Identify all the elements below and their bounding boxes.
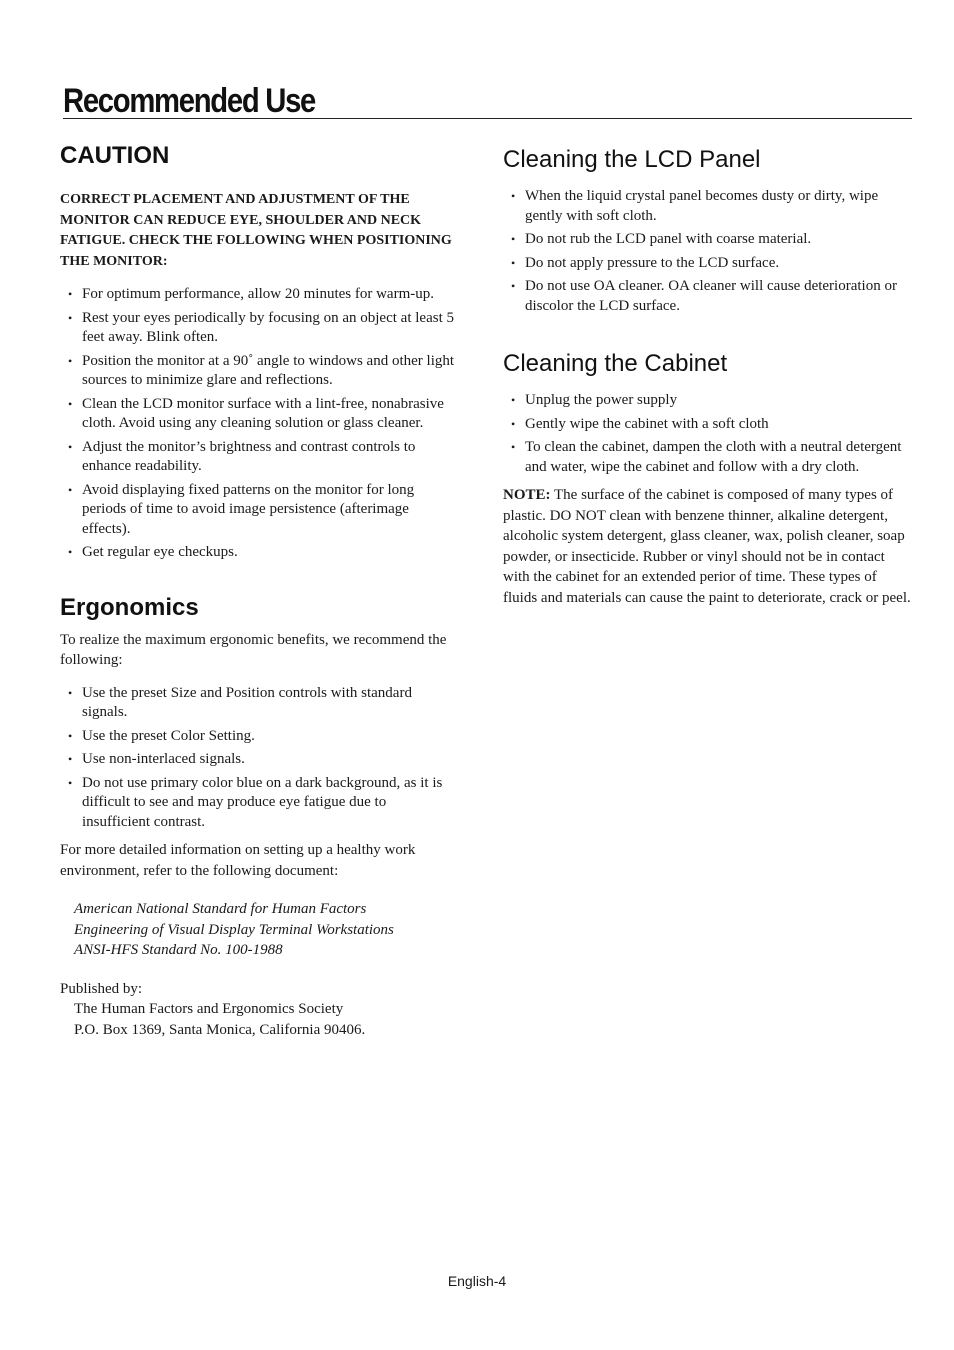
ergonomics-intro: To realize the maximum ergonomic benefits, we recommend the following: <box>60 631 447 668</box>
list-item: • Gently wipe the cabinet with a soft cloth <box>503 415 913 435</box>
bullet-icon: • <box>68 439 73 454</box>
list-item: • Unplug the power supply <box>503 391 913 411</box>
list-item: • Do not rub the LCD panel with coarse material. <box>503 230 913 250</box>
list-item: • Adjust the monitor’s brightness and contrast controls to enhance readability. <box>68 438 416 474</box>
ergonomics-list <box>60 684 455 833</box>
bullet-icon: • <box>511 255 516 270</box>
bullet-icon: • <box>68 775 73 790</box>
list-item: • Use the preset Color Setting. <box>60 727 455 747</box>
list-item: • Get regular eye checkups. <box>60 543 455 563</box>
list-item: • Position the monitor at a 90˚ angle to windows and other light sources to minimize glare and reflections. <box>68 352 455 388</box>
bullet-icon: • <box>68 353 73 368</box>
note-text: The surface of the cabinet is composed of many types of plastic. DO NOT clean with benzene thinner, alkaline detergent, alcoholic system detergent, glass cleaner, wax, polish cleaner, soap powder, or insecticide. Rubber or vinyl should not be in contact with the cabinet for an extended perior of time. These types of fluids and materials can cause the paint to deteriorate, crack or peel. <box>503 487 911 606</box>
lcd-panel-list <box>503 187 913 316</box>
list-item: • Clean the LCD monitor surface with a lint-free, nonabrasive cloth. Avoid using any cleaning solution or glass cleaner. <box>68 395 444 431</box>
list-item: • Use non-interlaced signals. <box>60 750 455 770</box>
cabinet-note <box>503 485 913 608</box>
bullet-icon: • <box>68 396 73 411</box>
caution-heading: CAUTION <box>60 142 170 169</box>
list-item: • When the liquid crystal panel becomes dusty or dirty, wipe gently with soft cloth. <box>511 188 879 224</box>
cabinet-heading: Cleaning the Cabinet <box>503 350 728 377</box>
bullet-icon: • <box>68 728 73 743</box>
bullet-icon: • <box>511 232 516 246</box>
bullet-icon: • <box>68 685 73 700</box>
bullet-icon: • <box>511 416 516 431</box>
list-item: • Do not use OA cleaner. OA cleaner will cause deterioration or discolor the LCD surface. <box>511 278 897 314</box>
page-footer: English-4 <box>447 1273 507 1289</box>
list-item: • Use the preset Size and Position controls with standard signals. <box>68 684 412 720</box>
publisher-address: The Human Factors and Ergonomics Society P.O. Box 1369, Santa Monica, California 90406. <box>74 1001 366 1038</box>
ergonomics-more-info: For more detailed information on setting up a healthy work environment, refer to the following document: <box>60 842 416 879</box>
lcd-panel-heading: Cleaning the LCD Panel <box>503 146 761 173</box>
bullet-icon: • <box>511 440 516 454</box>
published-by-label: Published by: <box>60 980 143 997</box>
note-label: NOTE: <box>503 487 551 503</box>
bullet-icon: • <box>68 310 73 325</box>
caution-list <box>60 285 455 563</box>
ergonomics-heading: Ergonomics <box>60 593 199 621</box>
bullet-icon: • <box>68 545 73 559</box>
right-column <box>503 138 913 608</box>
list-item: • Avoid displaying fixed patterns on the monitor for long periods of time to avoid image persistence (afterimage effects). <box>68 481 415 537</box>
left-column <box>60 138 455 1040</box>
title-rule <box>63 118 912 119</box>
cabinet-list <box>503 391 913 477</box>
bullet-icon: • <box>511 189 516 203</box>
caution-intro: CORRECT PLACEMENT AND ADJUSTMENT OF THE MONITOR CAN REDUCE EYE, SHOULDER AND NECK FATIGUE. CHECK THE FOLLOWING WHEN POSITIONING THE MONITOR: <box>60 192 452 269</box>
bullet-icon: • <box>511 393 516 407</box>
document-reference: American National Standard for Human Factors Engineering of Visual Display Terminal Workstations ANSI-HFS Standard No. 100-1988 <box>74 901 394 958</box>
bullet-icon: • <box>68 752 73 766</box>
list-item: • Do not use primary color blue on a dark background, as it is difficult to see and may produce eye fatigue due to insufficient contrast. <box>68 774 443 830</box>
bullet-icon: • <box>68 482 73 497</box>
list-item: • Do not apply pressure to the LCD surface. <box>503 254 913 274</box>
bullet-icon: • <box>68 287 73 301</box>
list-item: • Rest your eyes periodically by focusing on an object at least 5 feet away. Blink often. <box>68 309 454 345</box>
bullet-icon: • <box>511 279 516 293</box>
list-item: • To clean the cabinet, dampen the cloth with a neutral detergent and water, wipe the cabinet and follow with a dry cloth. <box>511 439 902 475</box>
page-title: Recommended Use <box>63 82 316 120</box>
list-item: • For optimum performance, allow 20 minutes for warm-up. <box>60 285 455 305</box>
